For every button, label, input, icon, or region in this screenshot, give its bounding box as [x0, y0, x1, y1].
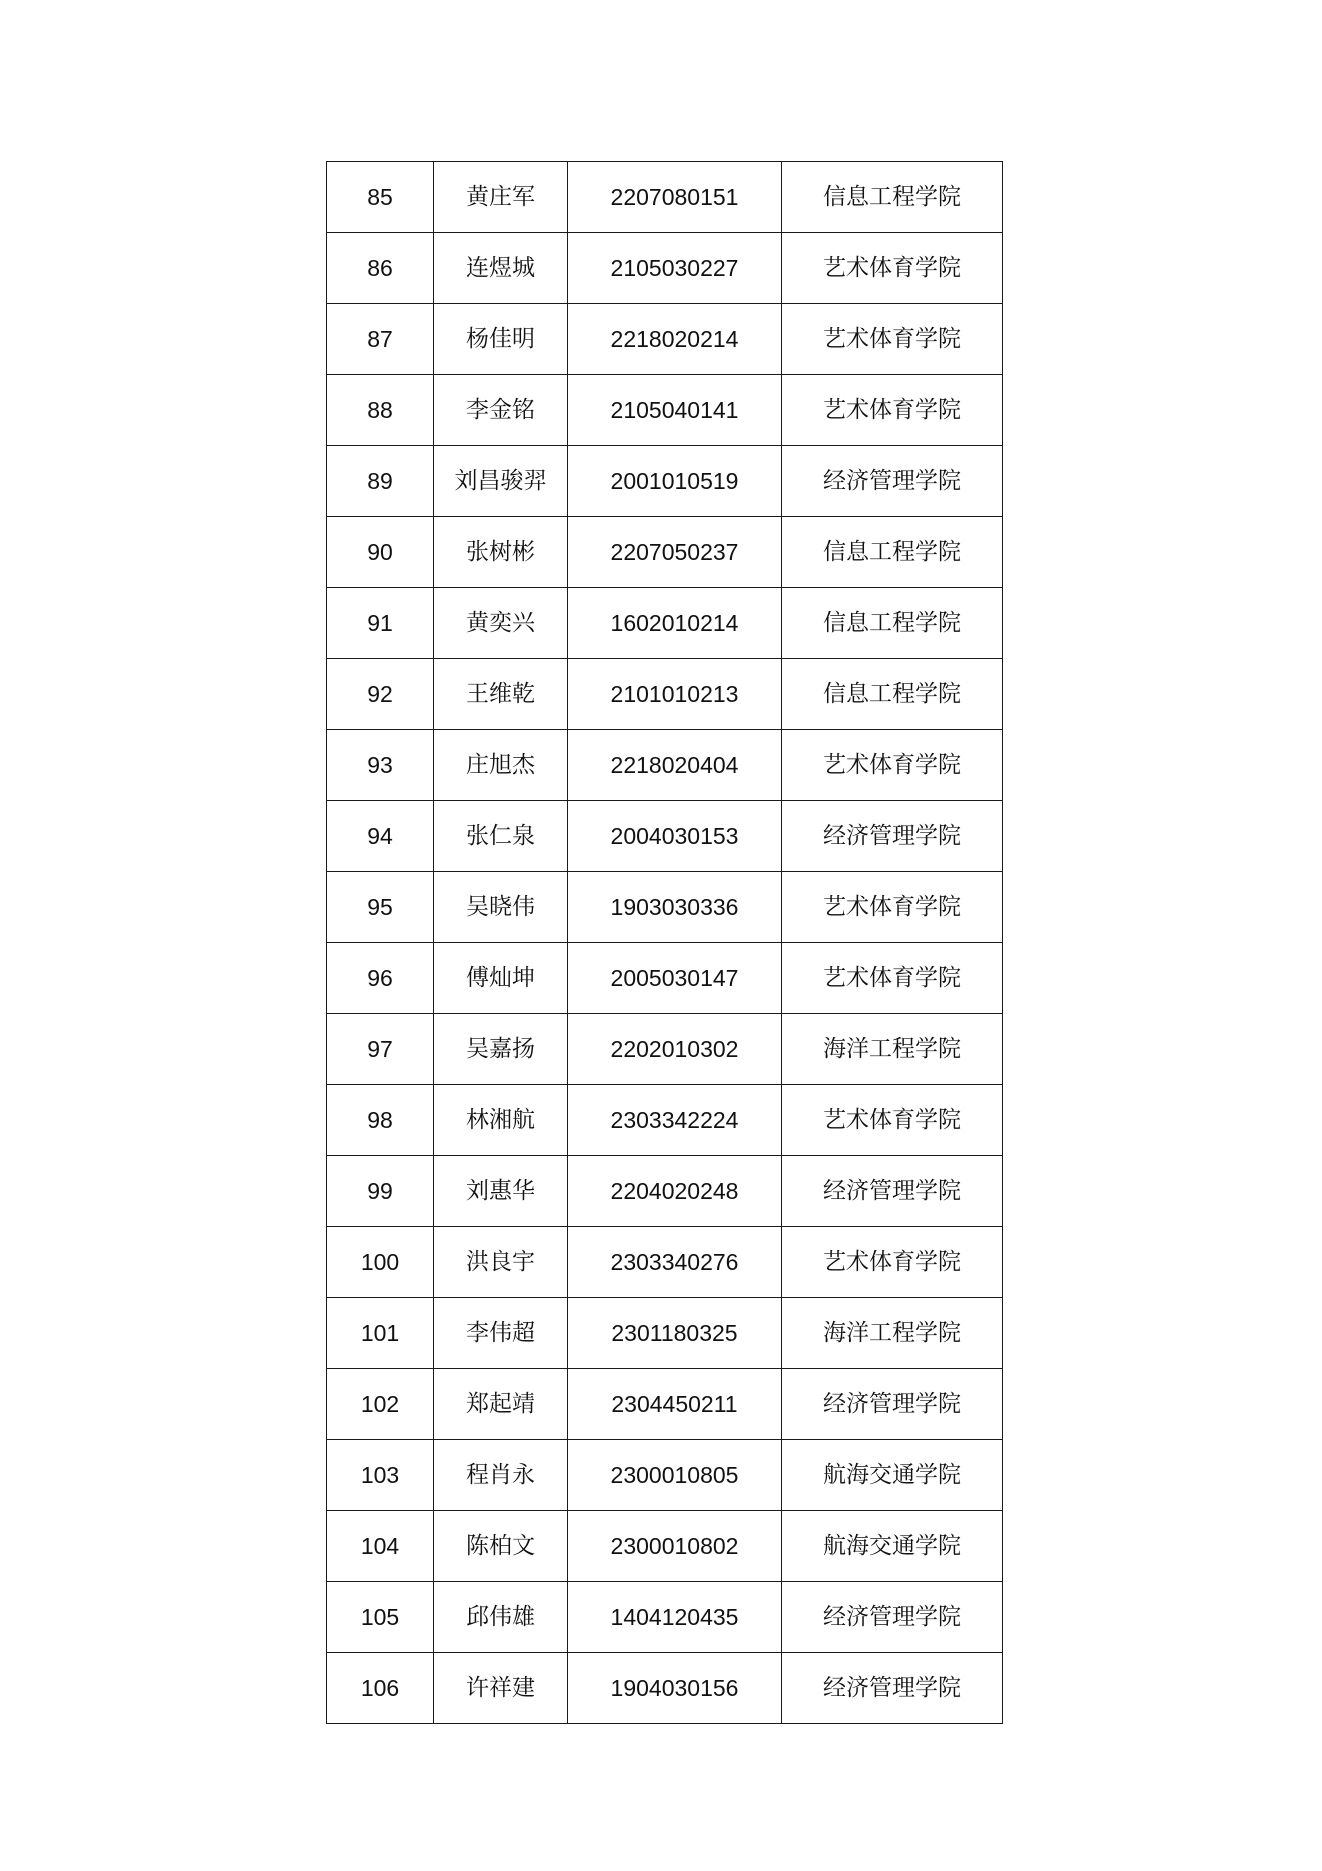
- table-row: [327, 588, 1003, 659]
- table-row: [327, 1440, 1003, 1511]
- row-number-cell: 101: [327, 1298, 434, 1369]
- row-number-cell: 91: [327, 588, 434, 659]
- table-row: [327, 943, 1003, 1014]
- table-row: [327, 304, 1003, 375]
- row-number-cell: 89: [327, 446, 434, 517]
- student-id-cell: 2207080151: [568, 162, 782, 233]
- student-name-cell: 林湘航: [434, 1085, 568, 1156]
- student-name-cell: 刘惠华: [434, 1156, 568, 1227]
- student-id-cell: 2218020404: [568, 730, 782, 801]
- table-row: [327, 801, 1003, 872]
- student-id-cell: 2303342224: [568, 1085, 782, 1156]
- student-name-cell: 李伟超: [434, 1298, 568, 1369]
- student-name-cell: 郑起靖: [434, 1369, 568, 1440]
- college-cell: 艺术体育学院: [782, 375, 1003, 446]
- college-cell: 艺术体育学院: [782, 730, 1003, 801]
- row-number-cell: 86: [327, 233, 434, 304]
- student-name-cell: 程肖永: [434, 1440, 568, 1511]
- row-number-cell: 104: [327, 1511, 434, 1582]
- college-cell: 艺术体育学院: [782, 1227, 1003, 1298]
- student-name-cell: 邱伟雄: [434, 1582, 568, 1653]
- college-cell: 海洋工程学院: [782, 1014, 1003, 1085]
- student-id-cell: 2303340276: [568, 1227, 782, 1298]
- table-row: [327, 1014, 1003, 1085]
- row-number-cell: 90: [327, 517, 434, 588]
- table-row: [327, 659, 1003, 730]
- student-id-cell: 1904030156: [568, 1653, 782, 1724]
- college-cell: 信息工程学院: [782, 162, 1003, 233]
- college-cell: 信息工程学院: [782, 659, 1003, 730]
- table-row: [327, 872, 1003, 943]
- row-number-cell: 97: [327, 1014, 434, 1085]
- college-cell: 经济管理学院: [782, 1369, 1003, 1440]
- table-row: [327, 233, 1003, 304]
- student-id-cell: 2202010302: [568, 1014, 782, 1085]
- student-id-cell: 2300010805: [568, 1440, 782, 1511]
- table-row: [327, 1582, 1003, 1653]
- student-name-cell: 张树彬: [434, 517, 568, 588]
- student-id-cell: 1404120435: [568, 1582, 782, 1653]
- student-id-cell: 1903030336: [568, 872, 782, 943]
- student-name-cell: 陈柏文: [434, 1511, 568, 1582]
- student-name-cell: 傅灿坤: [434, 943, 568, 1014]
- table-row: [327, 446, 1003, 517]
- student-name-cell: 吴晓伟: [434, 872, 568, 943]
- college-cell: 信息工程学院: [782, 588, 1003, 659]
- student-name-cell: 李金铭: [434, 375, 568, 446]
- roster-table-body: [327, 162, 1003, 1724]
- row-number-cell: 94: [327, 801, 434, 872]
- college-cell: 航海交通学院: [782, 1440, 1003, 1511]
- student-name-cell: 黄奕兴: [434, 588, 568, 659]
- student-id-cell: 2105030227: [568, 233, 782, 304]
- college-cell: 海洋工程学院: [782, 1298, 1003, 1369]
- college-cell: 艺术体育学院: [782, 943, 1003, 1014]
- row-number-cell: 106: [327, 1653, 434, 1724]
- student-id-cell: 2001010519: [568, 446, 782, 517]
- student-name-cell: 连煜城: [434, 233, 568, 304]
- row-number-cell: 100: [327, 1227, 434, 1298]
- student-id-cell: 2004030153: [568, 801, 782, 872]
- table-row: [327, 375, 1003, 446]
- row-number-cell: 95: [327, 872, 434, 943]
- student-name-cell: 刘昌骏羿: [434, 446, 568, 517]
- student-name-cell: 庄旭杰: [434, 730, 568, 801]
- college-cell: 艺术体育学院: [782, 1085, 1003, 1156]
- row-number-cell: 88: [327, 375, 434, 446]
- college-cell: 艺术体育学院: [782, 304, 1003, 375]
- row-number-cell: 85: [327, 162, 434, 233]
- row-number-cell: 87: [327, 304, 434, 375]
- row-number-cell: 99: [327, 1156, 434, 1227]
- student-name-cell: 张仁泉: [434, 801, 568, 872]
- college-cell: 经济管理学院: [782, 1653, 1003, 1724]
- row-number-cell: 93: [327, 730, 434, 801]
- student-roster-table: [326, 161, 1003, 1724]
- row-number-cell: 98: [327, 1085, 434, 1156]
- college-cell: 经济管理学院: [782, 1156, 1003, 1227]
- student-id-cell: 2218020214: [568, 304, 782, 375]
- student-id-cell: 2204020248: [568, 1156, 782, 1227]
- student-name-cell: 许祥建: [434, 1653, 568, 1724]
- student-name-cell: 洪良宇: [434, 1227, 568, 1298]
- student-id-cell: 2300010802: [568, 1511, 782, 1582]
- student-name-cell: 王维乾: [434, 659, 568, 730]
- student-name-cell: 黄庄军: [434, 162, 568, 233]
- college-cell: 经济管理学院: [782, 1582, 1003, 1653]
- student-id-cell: 2207050237: [568, 517, 782, 588]
- student-name-cell: 吴嘉扬: [434, 1014, 568, 1085]
- student-id-cell: 2101010213: [568, 659, 782, 730]
- table-row: [327, 1653, 1003, 1724]
- student-id-cell: 1602010214: [568, 588, 782, 659]
- college-cell: 经济管理学院: [782, 446, 1003, 517]
- row-number-cell: 96: [327, 943, 434, 1014]
- college-cell: 经济管理学院: [782, 801, 1003, 872]
- table-row: [327, 1511, 1003, 1582]
- table-row: [327, 730, 1003, 801]
- table-row: [327, 162, 1003, 233]
- table-row: [327, 1085, 1003, 1156]
- student-name-cell: 杨佳明: [434, 304, 568, 375]
- table-row: [327, 1298, 1003, 1369]
- student-id-cell: 2304450211: [568, 1369, 782, 1440]
- row-number-cell: 105: [327, 1582, 434, 1653]
- table-row: [327, 1369, 1003, 1440]
- student-id-cell: 2301180325: [568, 1298, 782, 1369]
- college-cell: 艺术体育学院: [782, 233, 1003, 304]
- row-number-cell: 92: [327, 659, 434, 730]
- table-row: [327, 1227, 1003, 1298]
- student-id-cell: 2105040141: [568, 375, 782, 446]
- college-cell: 航海交通学院: [782, 1511, 1003, 1582]
- college-cell: 艺术体育学院: [782, 872, 1003, 943]
- table-row: [327, 517, 1003, 588]
- table-row: [327, 1156, 1003, 1227]
- student-id-cell: 2005030147: [568, 943, 782, 1014]
- row-number-cell: 103: [327, 1440, 434, 1511]
- college-cell: 信息工程学院: [782, 517, 1003, 588]
- row-number-cell: 102: [327, 1369, 434, 1440]
